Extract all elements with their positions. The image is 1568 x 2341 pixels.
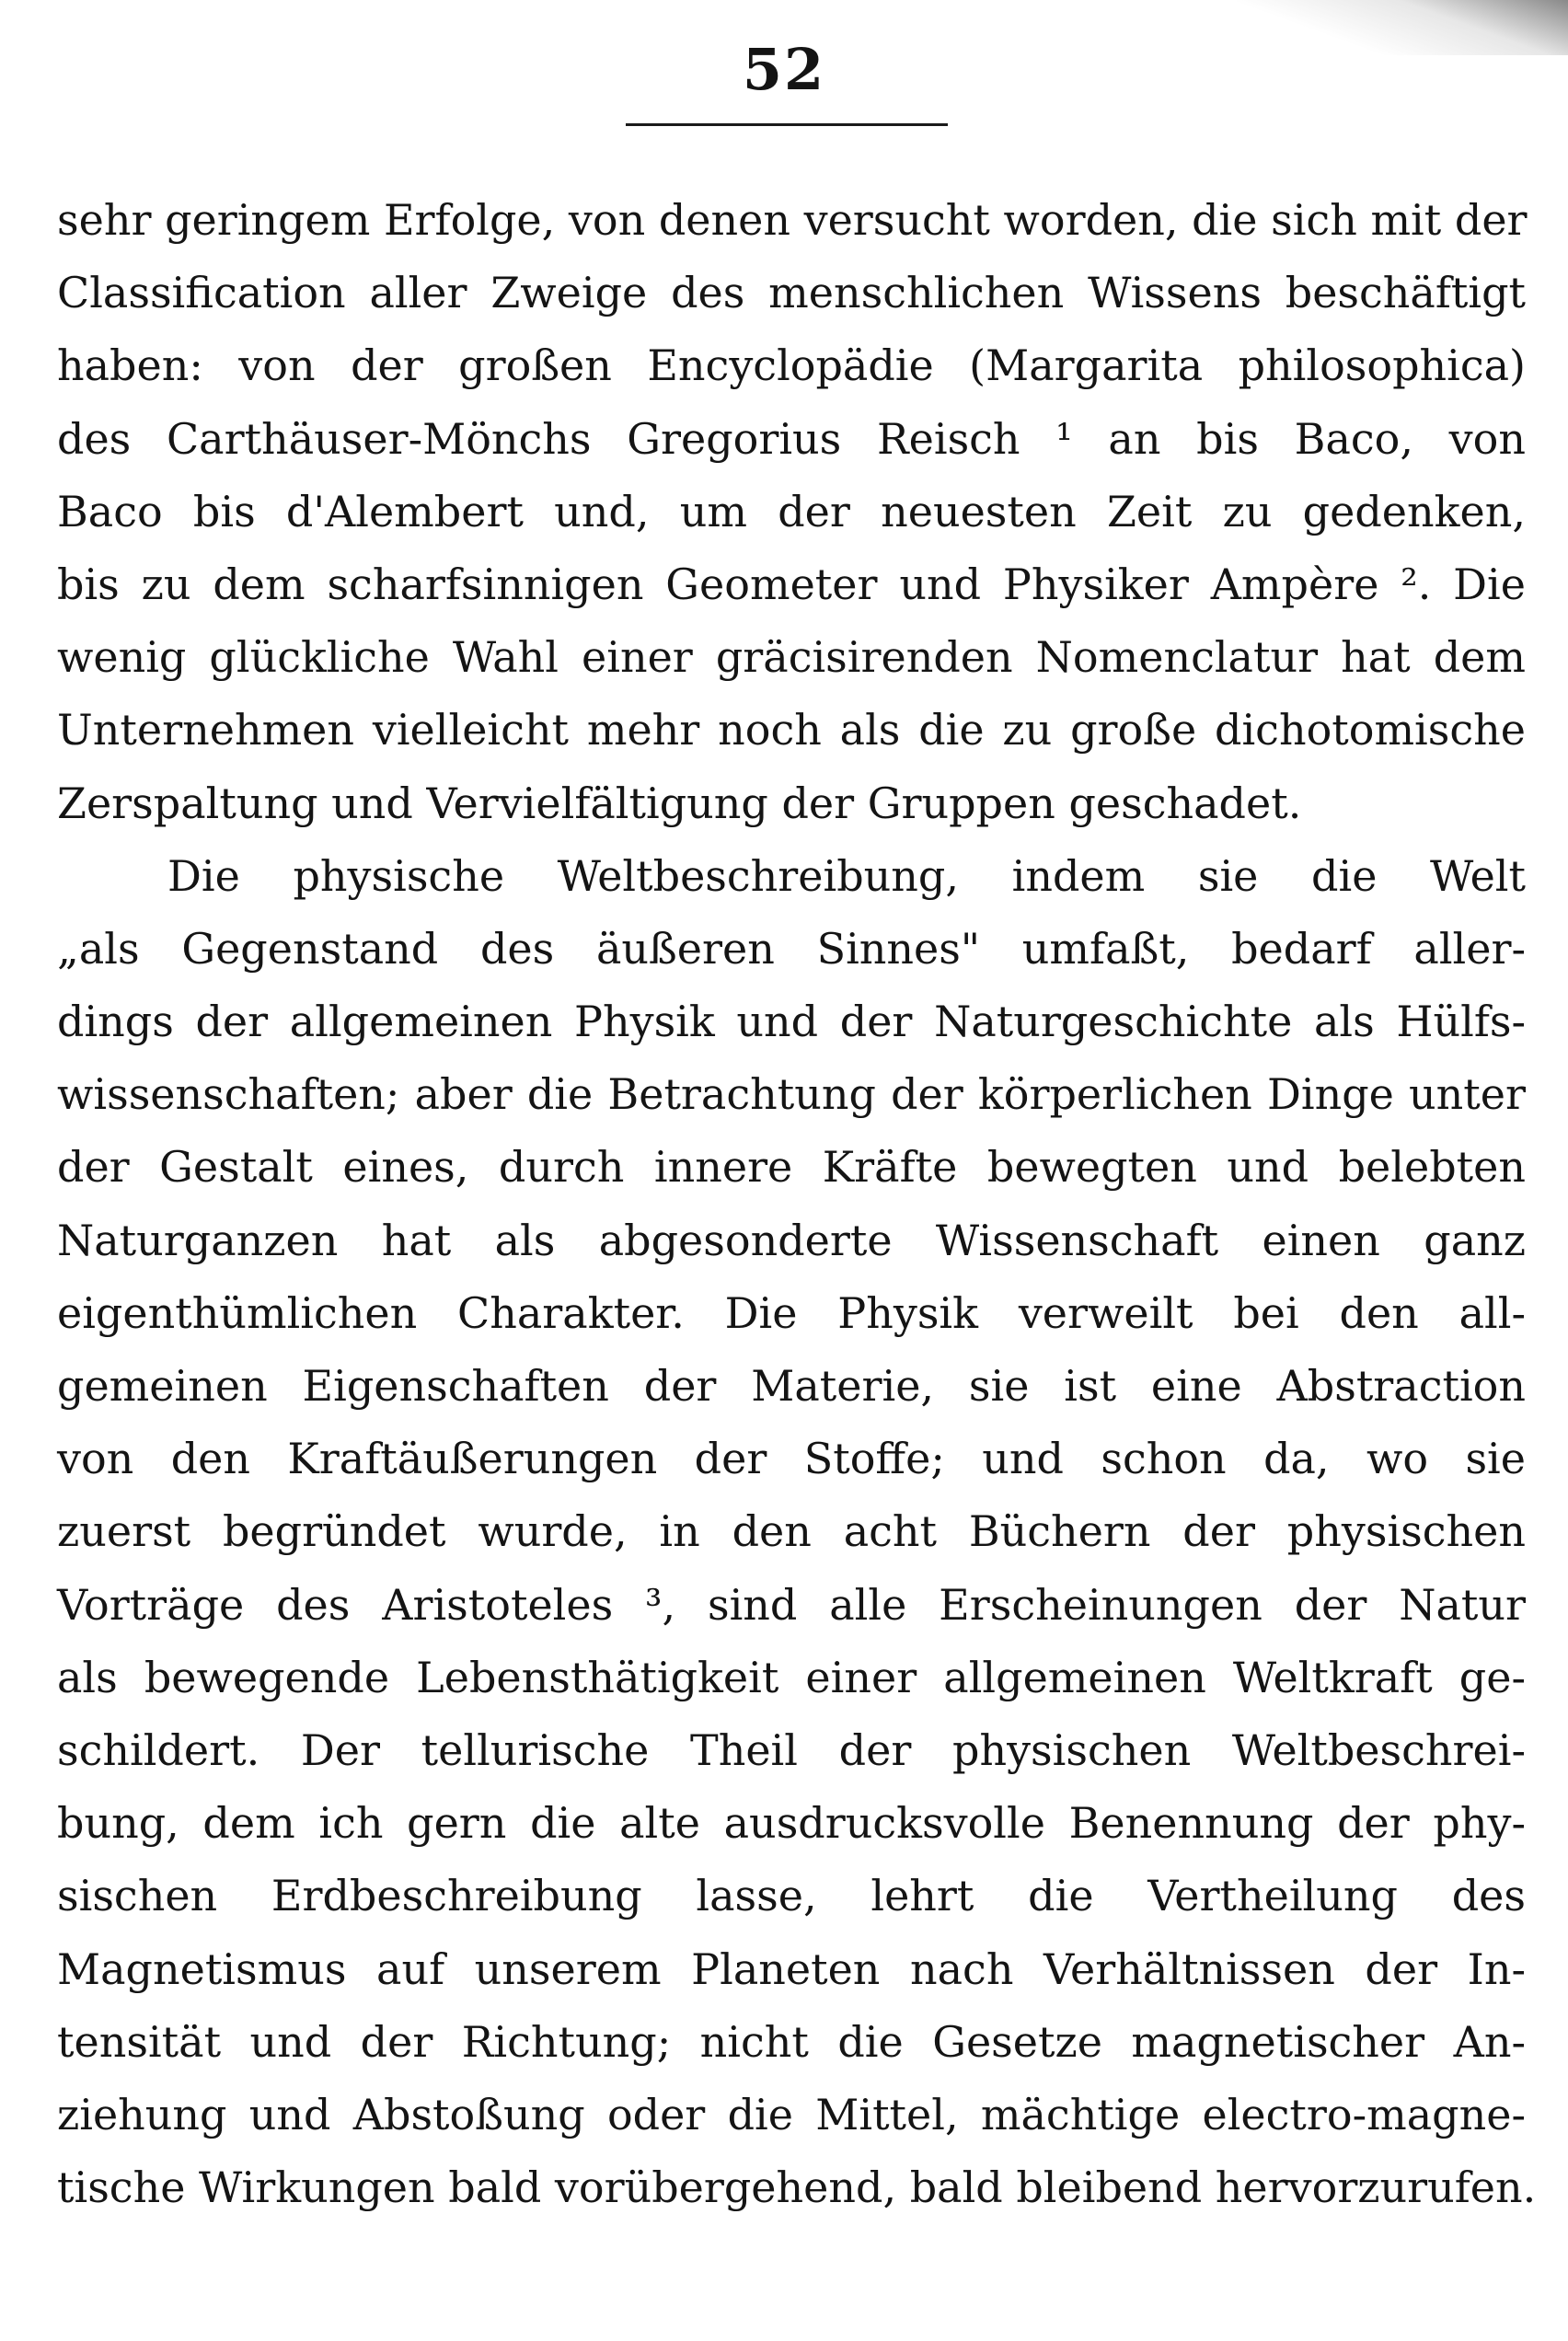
text-line: Baco bis d'Alembert und, um der neuesten Zeit zu gedenken, (57, 486, 1526, 536)
body-text (57, 184, 1537, 2224)
final-text-line: tische Wirkungen bald vorübergehend, bald bleibend hervorzurufen. (57, 2162, 1537, 2213)
text-line: Classification aller Zweige des menschlichen Wissens beschäftigt (57, 268, 1526, 318)
text-line: bis zu dem scharfsinnigen Geometer und Physiker Ampère ². Die (57, 559, 1526, 609)
text-line: sehr geringem Erfolge, von denen versucht worden, die sich mit der (57, 195, 1528, 245)
text-line: der Gestalt eines, durch innere Kräfte bewegten und belebten (57, 1142, 1526, 1193)
text-line: tensität und der Richtung; nicht die Gesetze magnetischer An- (57, 2016, 1526, 2067)
text-line: ziehung und Abstoßung oder die Mittel, mächtige electro-magne- (57, 2089, 1526, 2139)
text-line: haben: von der großen Encyclopädie (Margarita philosophica) (57, 340, 1526, 391)
text-line: Magnetismus auf unserem Planeten nach Verhältnissen der In- (57, 1943, 1526, 1994)
text-line: sischen Erdbeschreibung lasse, lehrt die Vertheilung des (57, 1871, 1526, 1921)
text-line: zuerst begründet wurde, in den acht Büchern der physischen (57, 1506, 1526, 1557)
text-line: wissenschaften; aber die Betrachtung der körperlichen Dinge unter (57, 1069, 1526, 1120)
text-line: Unternehmen vielleicht mehr noch als die zu große dichotomische (57, 705, 1526, 755)
header-rule (626, 123, 948, 126)
text-line: schildert. Der tellurische Theil der physischen Weltbeschrei- (57, 1724, 1526, 1775)
text-line: von den Kraftäußerungen der Stoffe; und schon da, wo sie (57, 1434, 1526, 1484)
text-line: eigenthümlichen Charakter. Die Physik verweilt bei den all- (57, 1287, 1526, 1338)
text-line: des Carthäuser-Mönchs Gregorius Reisch ¹ an bis Baco, von (57, 413, 1526, 464)
text-line: Naturganzen hat als abgesonderte Wissenschaft einen ganz (57, 1215, 1526, 1265)
paragraph-end-line: Zerspaltung und Vervielfältigung der Gruppen geschadet. (57, 778, 1302, 828)
text-line: als bewegende Lebensthätigkeit einer allgemeinen Weltkraft ge- (57, 1652, 1526, 1702)
text-line: dings der allgemeinen Physik und der Naturgeschichte als Hülfs- (57, 997, 1526, 1047)
text-line: Vorträge des Aristoteles ³, sind alle Erscheinungen der Natur (57, 1579, 1526, 1630)
text-line: „als Gegenstand des äußeren Sinnes" umfaßt, bedarf aller- (57, 923, 1526, 974)
page-number: 52 (742, 36, 826, 103)
text-line: wenig glückliche Wahl einer gräcisirenden Nomenclatur hat dem (57, 632, 1526, 683)
text-line: bung, dem ich gern die alte ausdrucksvolle Benennung der phy- (57, 1798, 1526, 1849)
paragraph-start-line: Die physische Weltbeschreibung, indem sie die Welt (167, 850, 1526, 901)
text-line: gemeinen Eigenschaften der Materie, sie ist eine Abstraction (57, 1361, 1526, 1411)
